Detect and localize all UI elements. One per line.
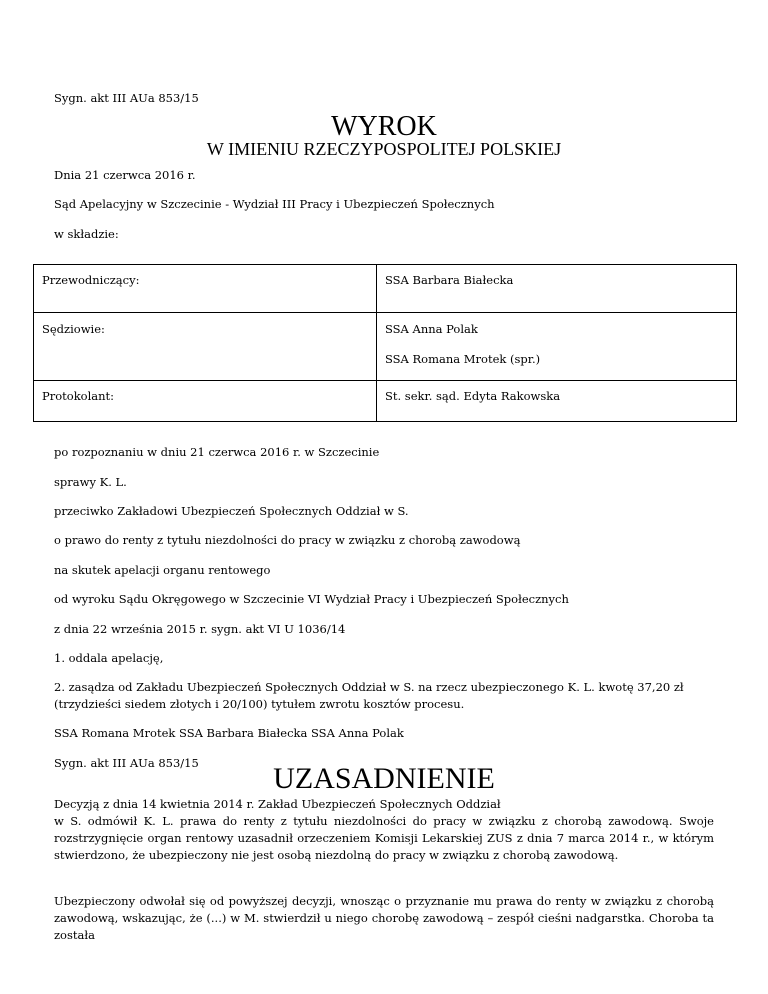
case-line: po rozpoznaniu w dniu 21 czerwca 2016 r. w Szczecinie bbox=[54, 445, 380, 459]
justification-para2: Ubezpieczony odwołał się od powyższej decyzji, wnosząc o przyznanie mu prawa do renty w związku z chorobą zawodową, wskazując, że (...) w M. stwierdził u niego chorobę zawodową – zespół cieśni nadgarstka. Choroba ta została bbox=[54, 894, 714, 942]
panel-role: Protokolant: bbox=[42, 389, 115, 403]
court-name: Sąd Apelacyjny w Szczecinie - Wydział III Pracy i Ubezpieczeń Społecznych bbox=[54, 197, 495, 211]
judges-signatures: SSA Romana Mrotek SSA Barbara Białecka SSA Anna Polak bbox=[54, 726, 404, 740]
justification-para1-body: w S. odmówił K. L. prawa do renty z tytułu niezdolności do pracy w związku z chorobą zawodową. Swoje rozstrzygnięcie organ rentowy uzasadnił orzeczeniem Komisji Lekarskiej ZUS z dnia 7 marca 2014 r., w którym stwierdzono, że ubezpieczony nie jest osobą niezdolną do pracy w związku z chorobą zawodową. bbox=[54, 814, 714, 862]
panel-name: SSA Barbara Białecka bbox=[385, 273, 514, 287]
panel-name: SSA Anna Polak bbox=[385, 322, 478, 336]
judgment-title: WYROK bbox=[331, 111, 437, 142]
justification-title: UZASADNIENIE bbox=[273, 762, 495, 795]
justification-para1-first: Decyzją z dnia 14 kwietnia 2014 r. Zakład Ubezpieczeń Społecznych Oddział bbox=[54, 797, 501, 811]
judgment-date: Dnia 21 czerwca 2016 r. bbox=[54, 168, 196, 182]
case-line: na skutek apelacji organu rentowego bbox=[54, 563, 271, 577]
case-line: przeciwko Zakładowi Ubezpieczeń Społecznych Oddział w S. bbox=[54, 504, 409, 518]
judgment-subtitle: W IMIENIU RZECZYPOSPOLITEJ POLSKIEJ bbox=[206, 139, 562, 159]
case-line: sprawy K. L. bbox=[54, 475, 127, 489]
case-line: od wyroku Sądu Okręgowego w Szczecinie VI Wydział Pracy i Ubezpieczeń Społecznych bbox=[54, 592, 569, 606]
panel-role: Przewodniczący: bbox=[42, 273, 140, 287]
panel-name: St. sekr. sąd. Edyta Rakowska bbox=[385, 389, 561, 403]
panel-name: SSA Romana Mrotek (spr.) bbox=[385, 352, 541, 366]
case-signature-top: Sygn. akt III AUa 853/15 bbox=[54, 91, 199, 105]
table-row bbox=[34, 313, 737, 381]
court-panel-table bbox=[33, 264, 737, 422]
case-signature-bottom: Sygn. akt III AUa 853/15 bbox=[54, 756, 199, 770]
case-line: z dnia 22 września 2015 r. sygn. akt VI U 1036/14 bbox=[54, 622, 346, 636]
panel-role: Sędziowie: bbox=[42, 322, 105, 336]
decision-point-1: 1. oddala apelację, bbox=[54, 651, 164, 665]
decision-point-2: 2. zasądza od Zakładu Ubezpieczeń Społecznych Oddział w S. na rzecz ubezpieczonego K. L. kwotę 37,20 zł (trzydzieści siedem złotych i 20/100) tytułem zwrotu kosztów procesu. bbox=[54, 680, 684, 711]
table-row bbox=[34, 381, 737, 422]
case-line: o prawo do renty z tytułu niezdolności do pracy w związku z chorobą zawodową bbox=[54, 533, 521, 547]
table-row bbox=[34, 265, 737, 313]
composition-label: w składzie: bbox=[54, 227, 119, 241]
